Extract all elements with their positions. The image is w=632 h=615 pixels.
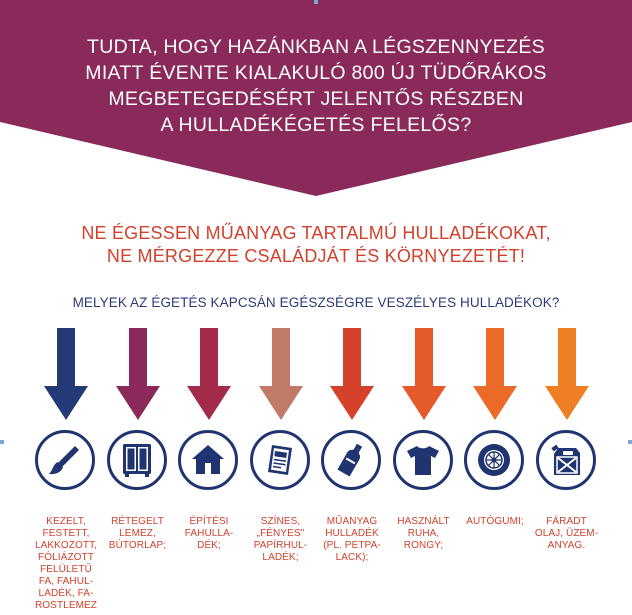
waste-item-label-line: ROSTLEMEZ (34, 600, 98, 611)
waste-item-label-line: DÉK; (197, 540, 221, 551)
waste-item-label-line: LACK); (335, 552, 369, 563)
waste-item-label-line: BÚTORLAP; (108, 540, 167, 551)
down-arrow-icon (257, 328, 305, 420)
warning-line: NE ÉGESSEN MŰANYAG TARTALMÚ HULLADÉKOKAT, (81, 223, 551, 243)
waste-item-label-line: KEZELT, (46, 516, 86, 527)
edge-marker (0, 440, 4, 444)
waste-item-label-line: FELÜLETŰ (40, 564, 92, 575)
paintbrush-icon-badge (35, 430, 95, 490)
down-arrow-icon (114, 328, 162, 420)
jerrycan-icon-badge (536, 430, 596, 490)
waste-item (317, 0, 387, 615)
bottle-icon (331, 440, 371, 480)
waste-item-label-line: ÉPÍTÉSI (189, 516, 229, 527)
waste-item-label-line: OLAJ, ÜZEM- (534, 528, 599, 539)
waste-item-label-line: PAPÍRHUL- (253, 540, 308, 551)
waste-item-label-line: FESTETT, (42, 528, 90, 539)
wardrobe-icon-badge (107, 430, 167, 490)
waste-item-label-line: „FÉNYES" (256, 528, 305, 539)
waste-item-label (522, 516, 612, 552)
down-arrow-icon (471, 328, 519, 420)
waste-item-label-line: SZÍNES, (260, 516, 301, 527)
waste-item (389, 0, 459, 615)
warning-line: NE MÉRGEZZE CSALÁDJÁT ÉS KÖRNYEZETÉT! (106, 246, 526, 266)
waste-item (532, 0, 602, 615)
waste-item-label-line: ANYAG. (547, 540, 586, 551)
down-arrow-icon (42, 328, 90, 420)
house-icon (188, 440, 228, 480)
waste-item (174, 0, 244, 615)
waste-item-label-line: LADÉK, FA- (38, 588, 94, 599)
down-arrow-icon (400, 328, 448, 420)
house-icon-badge (178, 430, 238, 490)
down-arrow-icon (543, 328, 591, 420)
magazine-icon-badge (250, 430, 310, 490)
waste-item (31, 0, 101, 615)
down-arrow-icon (328, 328, 376, 420)
tshirt-icon (403, 440, 443, 480)
paintbrush-icon (45, 440, 85, 480)
waste-item-label-line: (PL. PETPA- (323, 540, 381, 551)
waste-item-label-line: HASZNÁLT (397, 516, 450, 527)
banner-line: MIATT ÉVENTE KIALAKULÓ 800 ÚJ TÜDŐRÁKOS (85, 62, 547, 84)
waste-item-label-line: LAKKOZOTT, (34, 540, 98, 551)
edge-marker (628, 440, 632, 444)
edge-marker (314, 0, 318, 4)
waste-item-label-line: MŰANYAG (326, 516, 378, 527)
waste-item-label-line: AUTÓGUMI; (466, 516, 524, 527)
jerrycan-icon (546, 440, 586, 480)
magazine-icon (260, 440, 300, 480)
waste-item-label-line: RUHA, (407, 528, 440, 539)
bottle-icon-badge (321, 430, 381, 490)
waste-item-label-line: HULLADÉK (325, 528, 379, 539)
waste-item-label-line: RONGY; (403, 540, 444, 551)
down-arrow-icon (185, 328, 233, 420)
wardrobe-icon (117, 440, 157, 480)
section-question: MELYEK AZ ÉGETÉS KAPCSÁN EGÉSZSÉGRE VESZÉLYES HULLADÉKOK? (72, 295, 560, 310)
waste-item-label-line: LADÉK; (262, 552, 299, 563)
tire-icon (474, 440, 514, 480)
waste-item (246, 0, 316, 615)
waste-item-label-line: FAHULLA- (184, 528, 234, 539)
waste-item-label-line: FÁRADT (546, 516, 587, 527)
banner-line: TUDTA, HOGY HAZÁNKBAN A LÉGSZENNYEZÉS (87, 36, 545, 58)
waste-item (103, 0, 173, 615)
waste-item-label-line: RÉTEGELT (111, 516, 164, 527)
waste-item-label-line: FÓLIÁZOTT (38, 552, 94, 563)
waste-item-label-line: FA, FAHUL- (38, 576, 94, 587)
tire-icon-badge (464, 430, 524, 490)
tshirt-icon-badge (393, 430, 453, 490)
banner-line: A HULLADÉKÉGETÉS FELELŐS? (160, 114, 472, 136)
banner-line: MEGBETEGEDÉSÉRT JELENTŐS RÉSZBEN (108, 88, 524, 110)
waste-item (460, 0, 530, 615)
waste-item-label-line: LEMEZ, (119, 528, 156, 539)
